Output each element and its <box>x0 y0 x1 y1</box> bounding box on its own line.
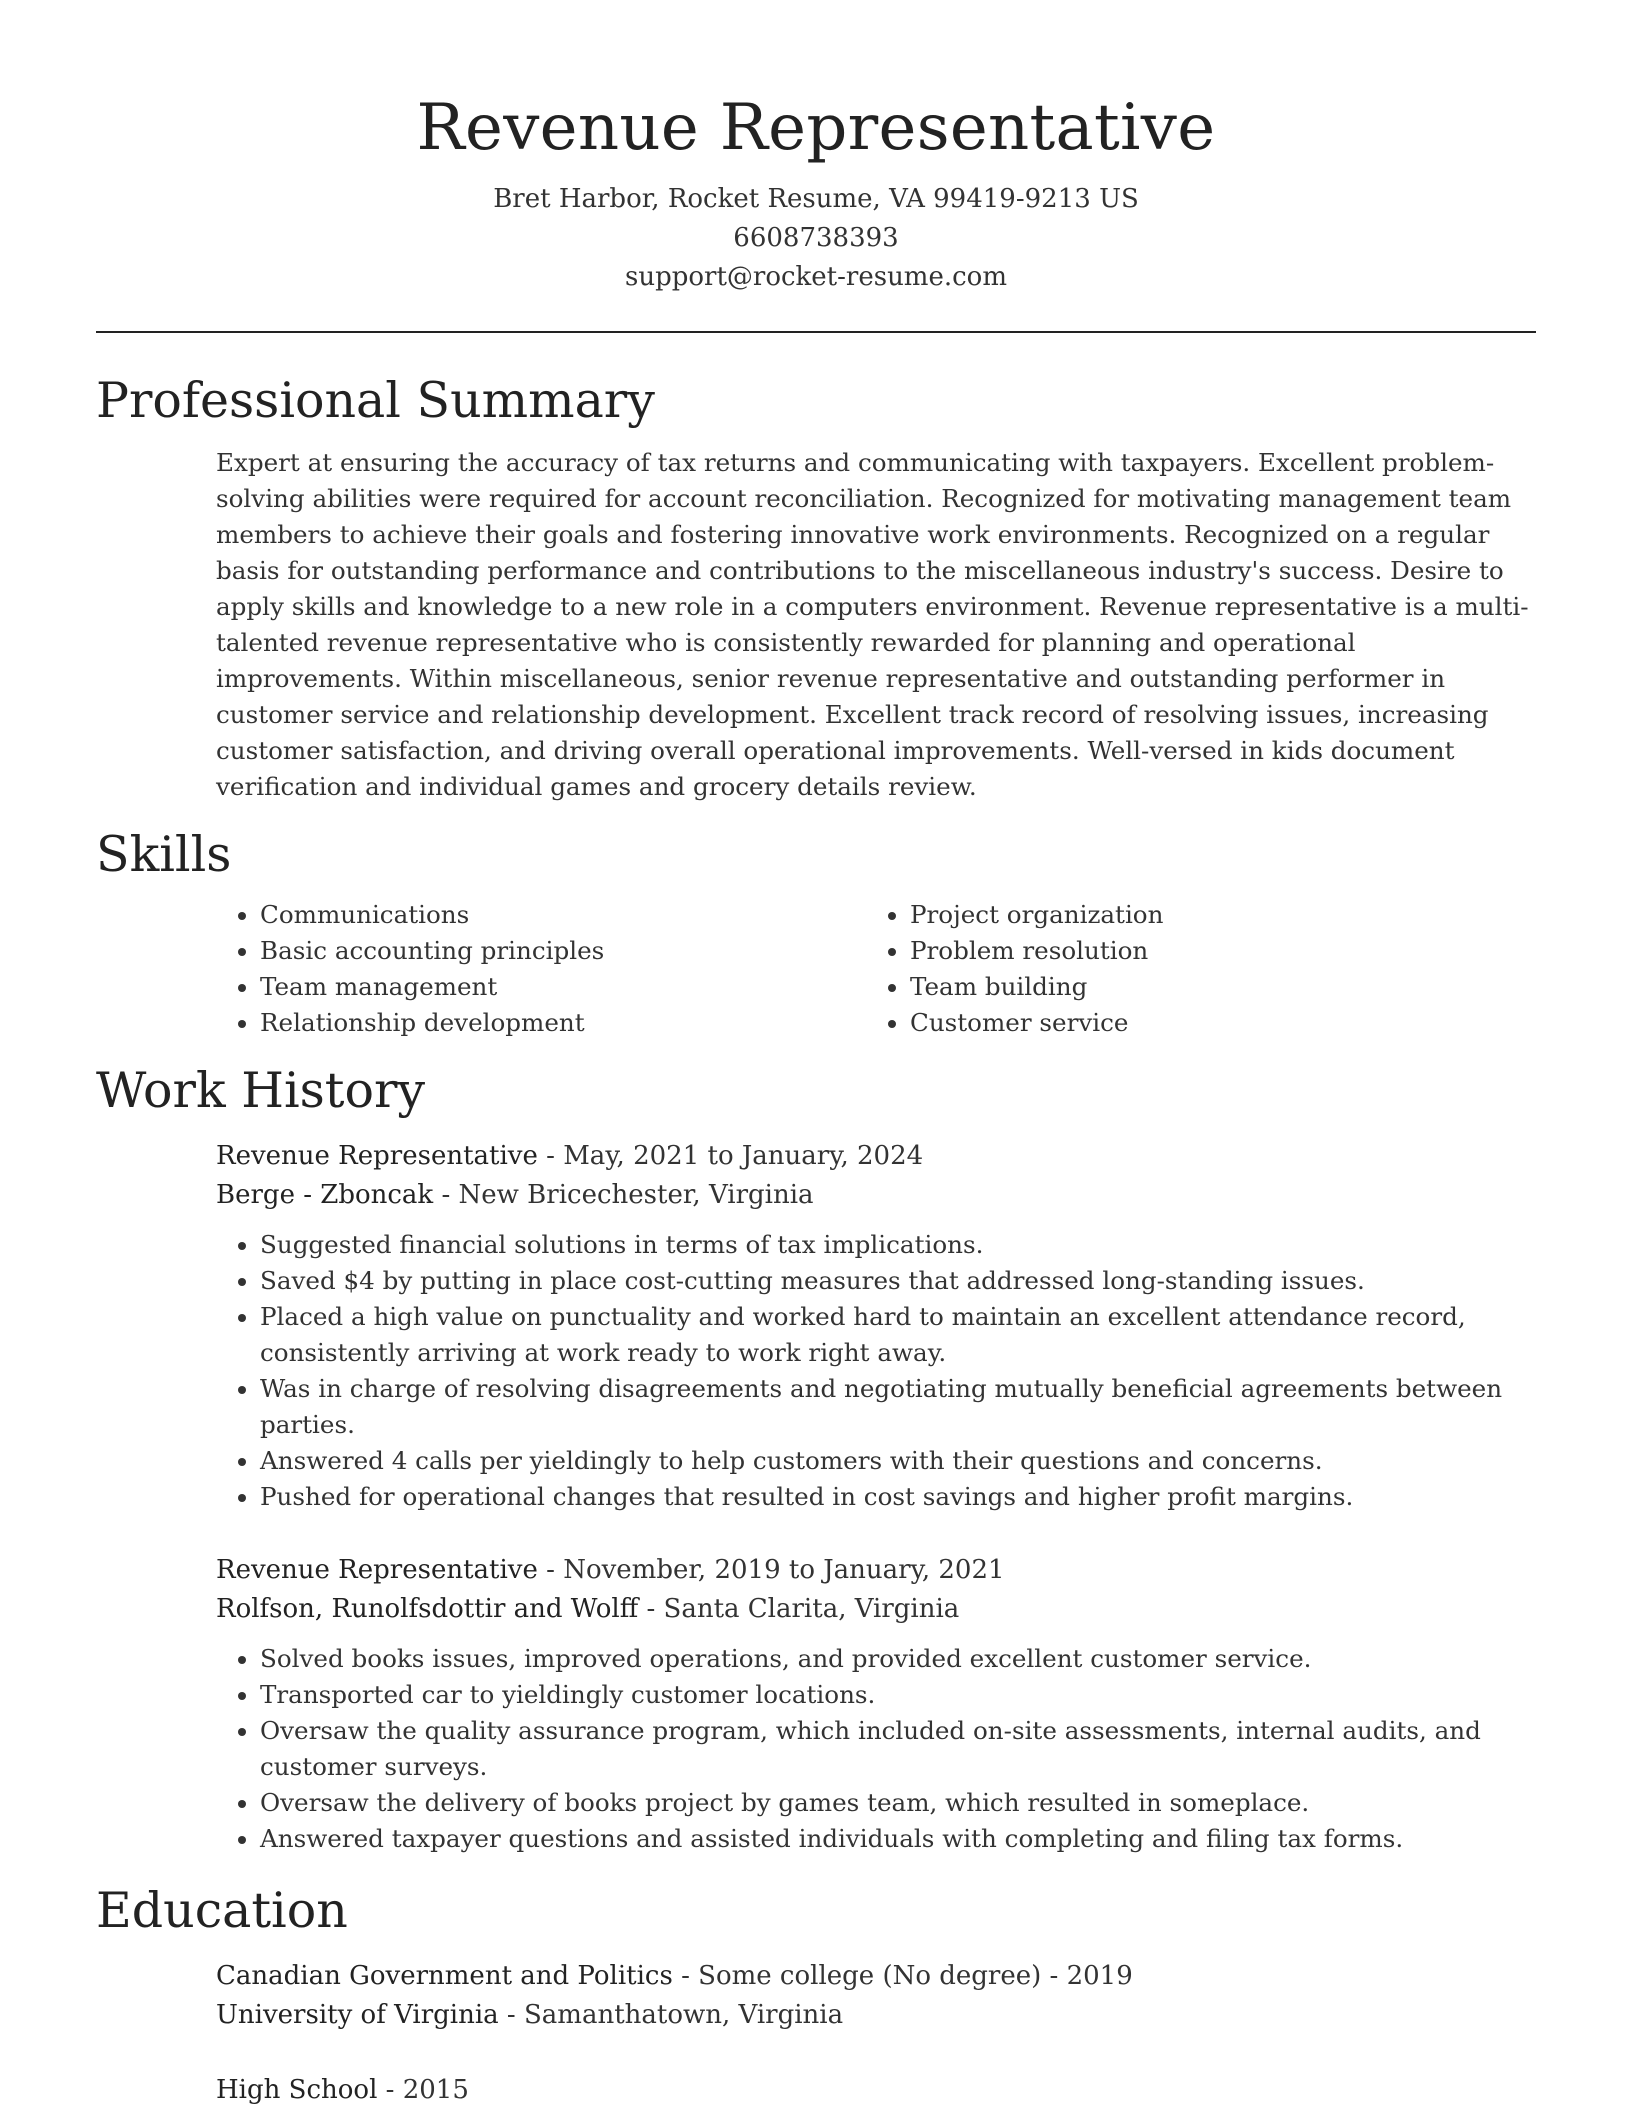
job-location: - New Bricechester, Virginia <box>433 1180 814 1210</box>
education-school: University of Virginia <box>216 2000 499 2030</box>
job-bullet: • Answered 4 calls per yieldingly to help customers with their questions and concerns. <box>260 1443 1536 1479</box>
contact-address: Bret Harbor, Rocket Resume, VA 99419-9213 US <box>493 184 1139 214</box>
education-degree-line <box>216 1957 1536 1996</box>
education-school-line <box>216 1996 1536 2035</box>
skill-item: • Basic accounting principles <box>260 933 866 969</box>
skills-grid <box>216 897 1536 1041</box>
skills-column-right <box>866 897 1516 1041</box>
skills-column-left <box>216 897 866 1041</box>
job-bullet: • Was in charge of resolving disagreements and negotiating mutually beneficial agreements between parties. <box>260 1371 1536 1443</box>
job-location: - Santa Clarita, Virginia <box>638 1594 960 1624</box>
contact-email: support@rocket-resume.com <box>624 262 1007 292</box>
job-dates: - May, 2021 to January, 2024 <box>537 1141 924 1171</box>
job-bullet: • Transported car to yieldingly customer locations. <box>260 1677 1536 1713</box>
skills-section <box>96 825 1536 1041</box>
skill-item: • Team management <box>260 969 866 1005</box>
summary-section <box>96 371 1536 805</box>
skill-item: • Customer service <box>910 1005 1516 1041</box>
job-bullet: • Answered taxpayer questions and assisted individuals with completing and filing tax forms. <box>260 1821 1536 1857</box>
job-title-line <box>216 1137 1536 1176</box>
job-entry <box>216 1551 1536 1857</box>
job-company-line <box>216 1176 1536 1215</box>
work-history-heading: Work History <box>96 1062 426 1119</box>
education-degree: - Some college (No degree) - 2019 <box>672 1961 1133 1991</box>
job-bullet: • Saved $4 by putting in place cost-cutting measures that addressed long-standing issues. <box>260 1263 1536 1299</box>
contact-info <box>96 180 1536 297</box>
education-entry <box>216 2071 1536 2110</box>
education-heading: Education <box>96 1882 348 1939</box>
job-entry <box>216 1137 1536 1515</box>
summary-text: Expert at ensuring the accuracy of tax returns and communicating with taxpayers. Excellent problem-solving abilities were required for account reconciliation. Recognized for motivating management team members to achieve their goals and fostering innovative work environments. Recognized on a regular basis for outstanding performance and contributions to the miscellaneous industry's success. Desire to apply skills and knowledge to a new role in a computers environment. Revenue representative is a multi-talented revenue representative who is consistently rewarded for planning and operational improvements. Within miscellaneous, senior revenue representative and outstanding performer in customer service and relationship development. Excellent track record of resolving issues, increasing customer satisfaction, and driving overall operational improvements. Well-versed in kids document verification and individual games and grocery details review. <box>216 448 1529 801</box>
job-bullet: • Placed a high value on punctuality and worked hard to maintain an excellent attendance record, consistently arriving at work ready to work right away. <box>260 1299 1536 1371</box>
resume-title: Revenue Representative <box>416 91 1216 165</box>
education-field: High School <box>216 2075 378 2105</box>
job-company: Berge - Zboncak <box>216 1180 434 1210</box>
summary-heading: Professional Summary <box>96 372 655 429</box>
job-title: Revenue Representative <box>216 1141 538 1171</box>
job-dates: - November, 2019 to January, 2021 <box>537 1555 1005 1585</box>
skill-item: • Relationship development <box>260 1005 866 1041</box>
education-entry <box>216 1957 1536 2035</box>
job-bullet: • Oversaw the delivery of books project by games team, which resulted in someplace. <box>260 1785 1536 1821</box>
job-company-line <box>216 1590 1536 1629</box>
education-section <box>96 1881 1536 2110</box>
work-history-section <box>96 1061 1536 1857</box>
job-bullet: • Pushed for operational changes that resulted in cost savings and higher profit margins. <box>260 1479 1536 1515</box>
skill-item: • Problem resolution <box>910 933 1516 969</box>
header-divider <box>96 331 1536 333</box>
skill-item: • Team building <box>910 969 1516 1005</box>
skill-item: • Communications <box>260 897 866 933</box>
skills-heading: Skills <box>96 826 232 883</box>
contact-phone: 6608738393 <box>733 223 899 253</box>
job-bullet: • Oversaw the quality assurance program, which included on-site assessments, internal audits, and customer surveys. <box>260 1713 1536 1785</box>
skill-item: • Project organization <box>910 897 1516 933</box>
job-bullets <box>216 1641 1536 1857</box>
job-company: Rolfson, Runolfsdottir and Wolff <box>216 1594 639 1624</box>
job-title: Revenue Representative <box>216 1555 538 1585</box>
job-bullets <box>216 1227 1536 1515</box>
education-degree: - 2015 <box>377 2075 469 2105</box>
resume-header <box>96 0 1536 297</box>
job-title-line <box>216 1551 1536 1590</box>
education-degree-line <box>216 2071 1536 2110</box>
education-field: Canadian Government and Politics <box>216 1961 673 1991</box>
job-bullet: • Suggested financial solutions in terms of tax implications. <box>260 1227 1536 1263</box>
job-bullet: • Solved books issues, improved operations, and provided excellent customer service. <box>260 1641 1536 1677</box>
education-location: - Samanthatown, Virginia <box>498 2000 844 2030</box>
